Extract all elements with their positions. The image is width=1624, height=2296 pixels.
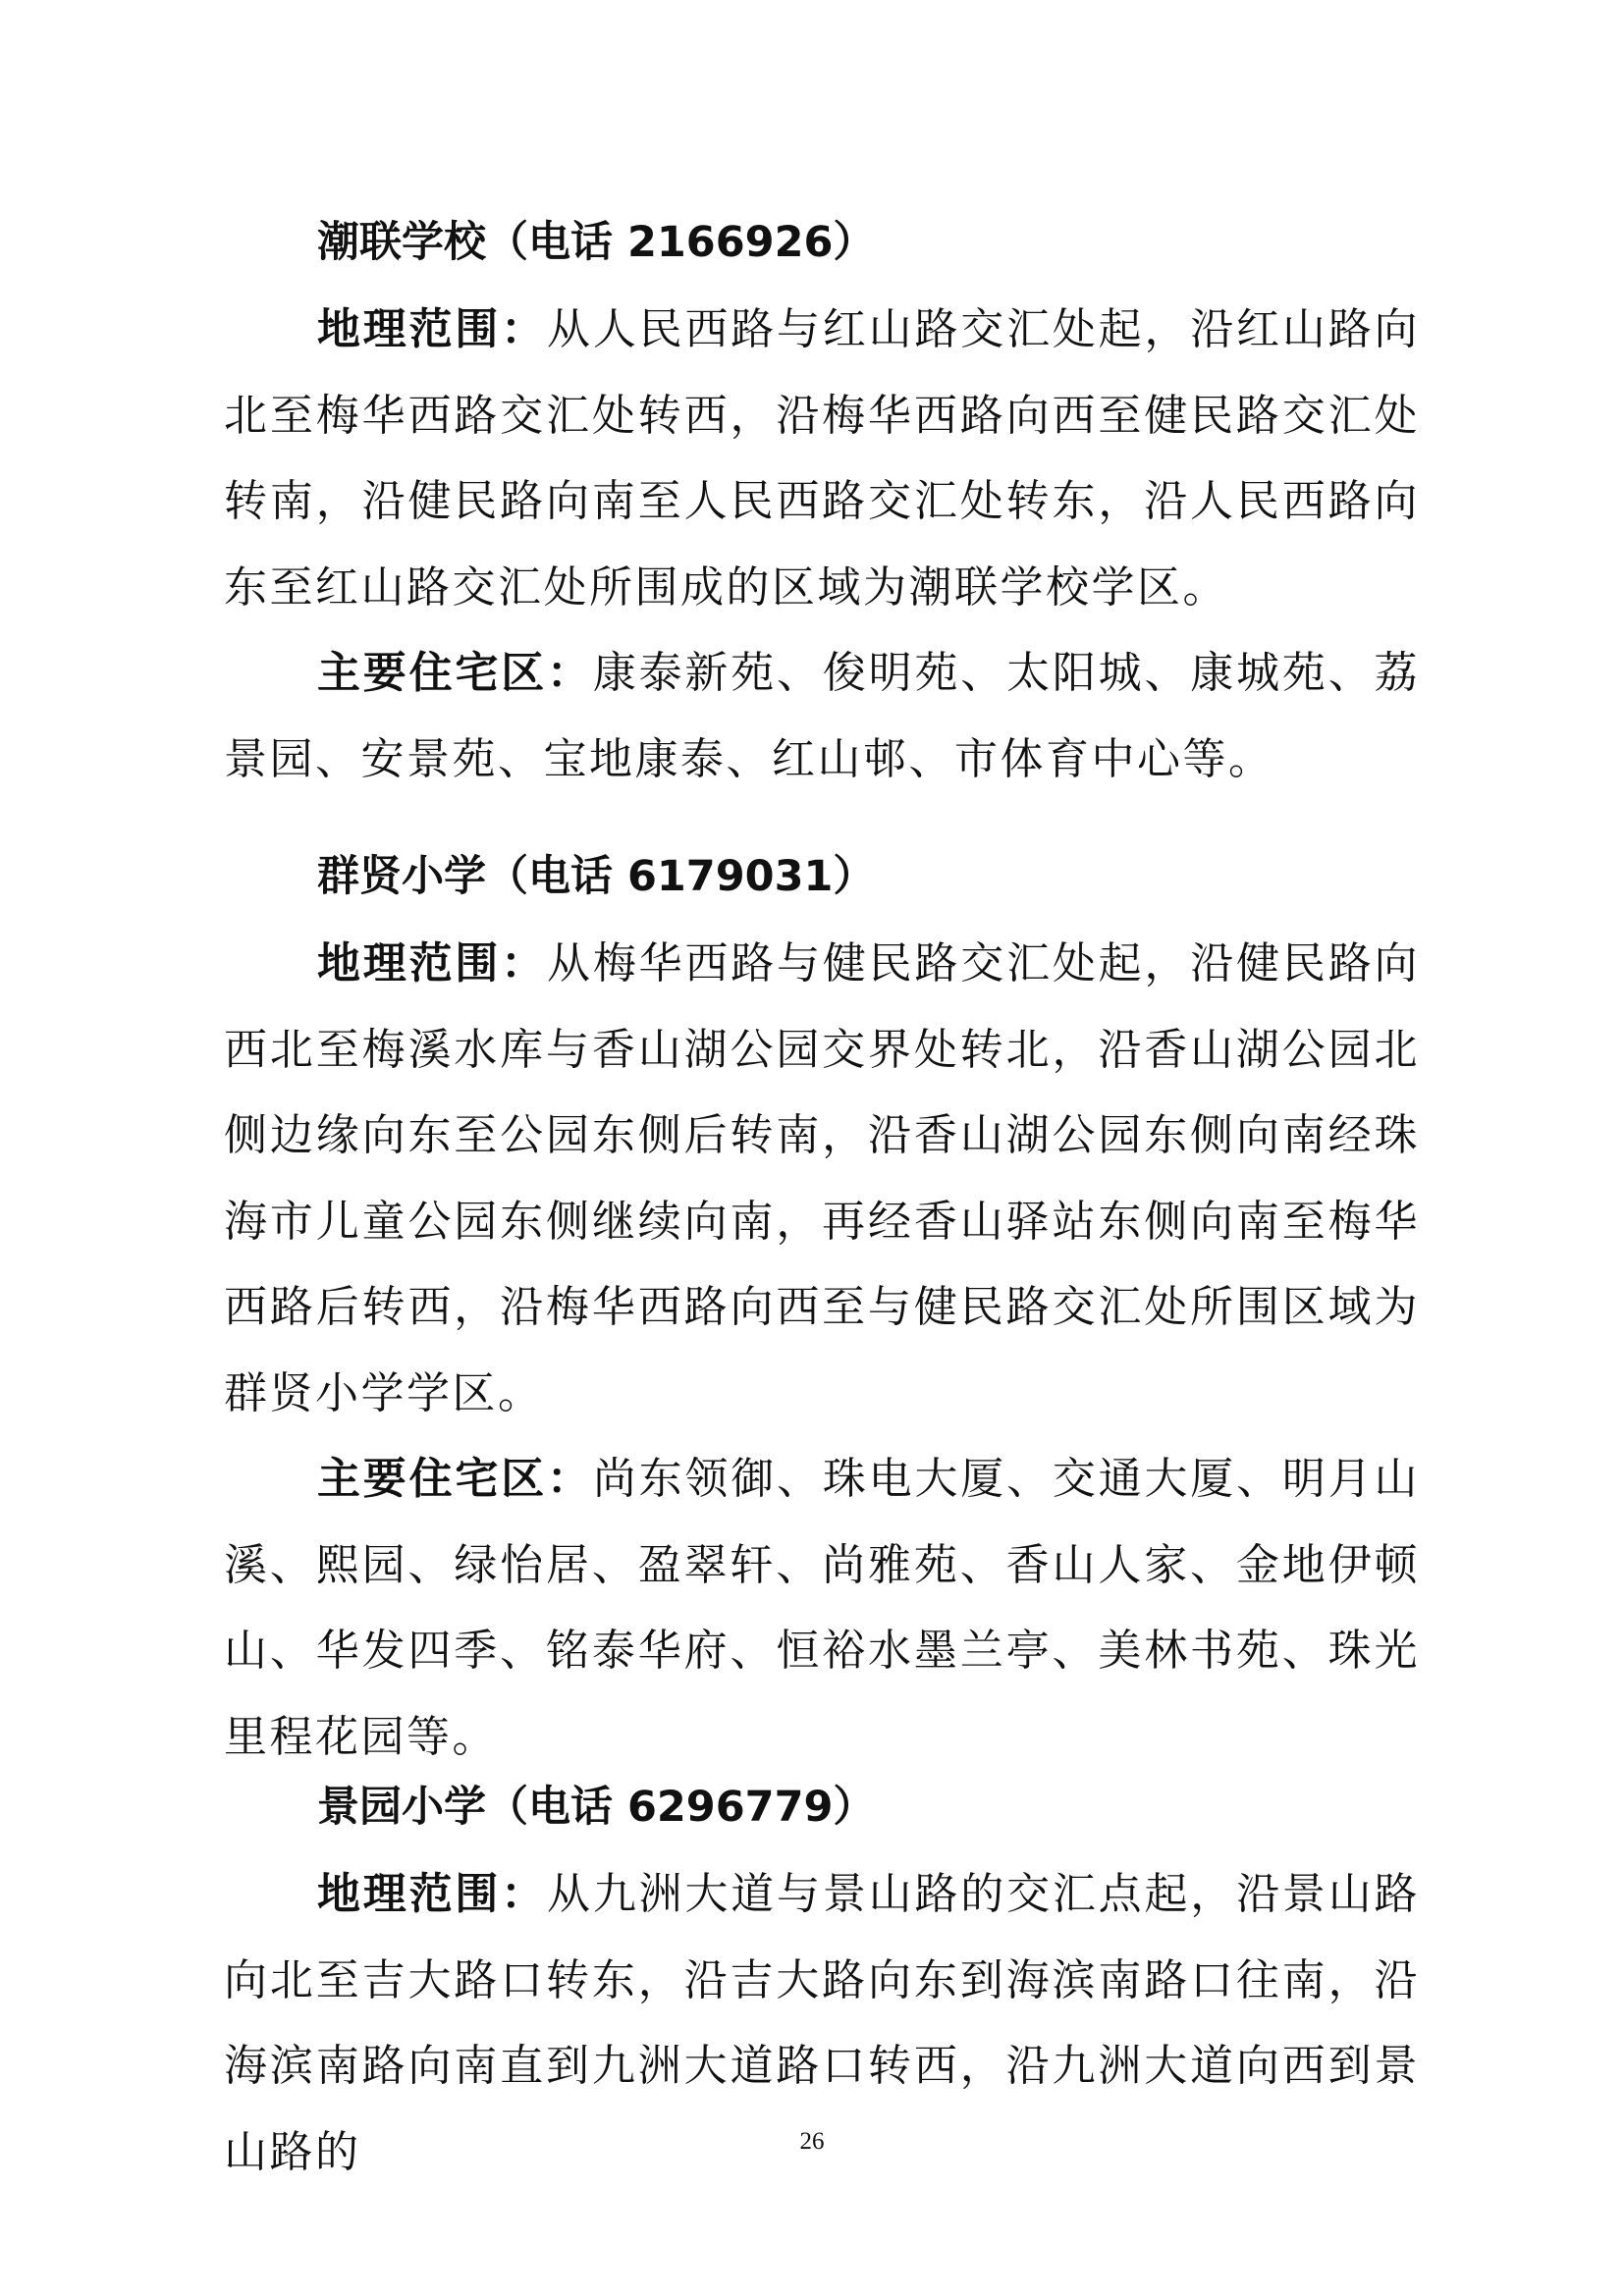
geo-range-text: 从九洲大道与景山路的交汇点起，沿景山路向北至吉大路口转东，沿吉大路向东到海滨南路口往南，沿海滨南路向南直到九洲大道路口转西，沿九洲大道向西到景山路的 — [224, 1869, 1421, 2177]
residential-label: 主要住宅区： — [317, 1454, 593, 1504]
residential-text: 康泰新苑、俊明苑、太阳城、康城苑、荔景园、安景苑、宝地康泰、红山邨、市体育中心等。 — [224, 648, 1421, 784]
school-title: 群贤小学（电话 6179031） — [317, 852, 876, 901]
geo-range-label: 地理范围： — [317, 1869, 548, 1919]
page-number: 26 — [799, 2128, 825, 2155]
residential-label: 主要住宅区： — [317, 648, 593, 698]
geo-range-label: 地理范围： — [317, 304, 548, 354]
geo-range-paragraph — [224, 921, 1420, 1436]
school-title: 景园小学（电话 6296779） — [317, 1783, 876, 1832]
geo-range-label: 地理范围： — [317, 938, 548, 988]
geo-range-text: 从人民西路与红山路交汇处起，沿红山路向北至梅华西路交汇处转西，沿梅华西路向西至健民路交汇处转南，沿健民路向南至人民西路交汇处转东，沿人民西路向东至红山路交汇处所围成的区域为潮联学校学区。 — [224, 304, 1421, 613]
residential-paragraph — [224, 630, 1420, 802]
residential-text: 尚东领御、珠电大厦、交通大厦、明月山溪、熙园、绿怡居、盈翠轩、尚雅苑、香山人家、金地伊顿山、华发四季、铭泰华府、恒裕水墨兰亭、美林书苑、珠光里程花园等。 — [224, 1454, 1421, 1762]
residential-paragraph — [224, 1436, 1420, 1780]
geo-range-text: 从梅华西路与健民路交汇处起，沿健民路向西北至梅溪水库与香山湖公园交界处转北，沿香山湖公园北侧边缘向东至公园东侧后转南，沿香山湖公园东侧向南经珠海市儿童公园东侧继续向南，再经香山驿站东侧向南至梅华西路后转西，沿梅华西路向西至与健民路交汇处所围区域为群贤小学学区。 — [224, 938, 1421, 1418]
school-section-qunxian — [224, 832, 1420, 1780]
school-title: 潮联学校（电话 2166926） — [317, 218, 876, 267]
school-section-chaolian — [224, 198, 1420, 802]
geo-range-paragraph — [224, 287, 1420, 630]
